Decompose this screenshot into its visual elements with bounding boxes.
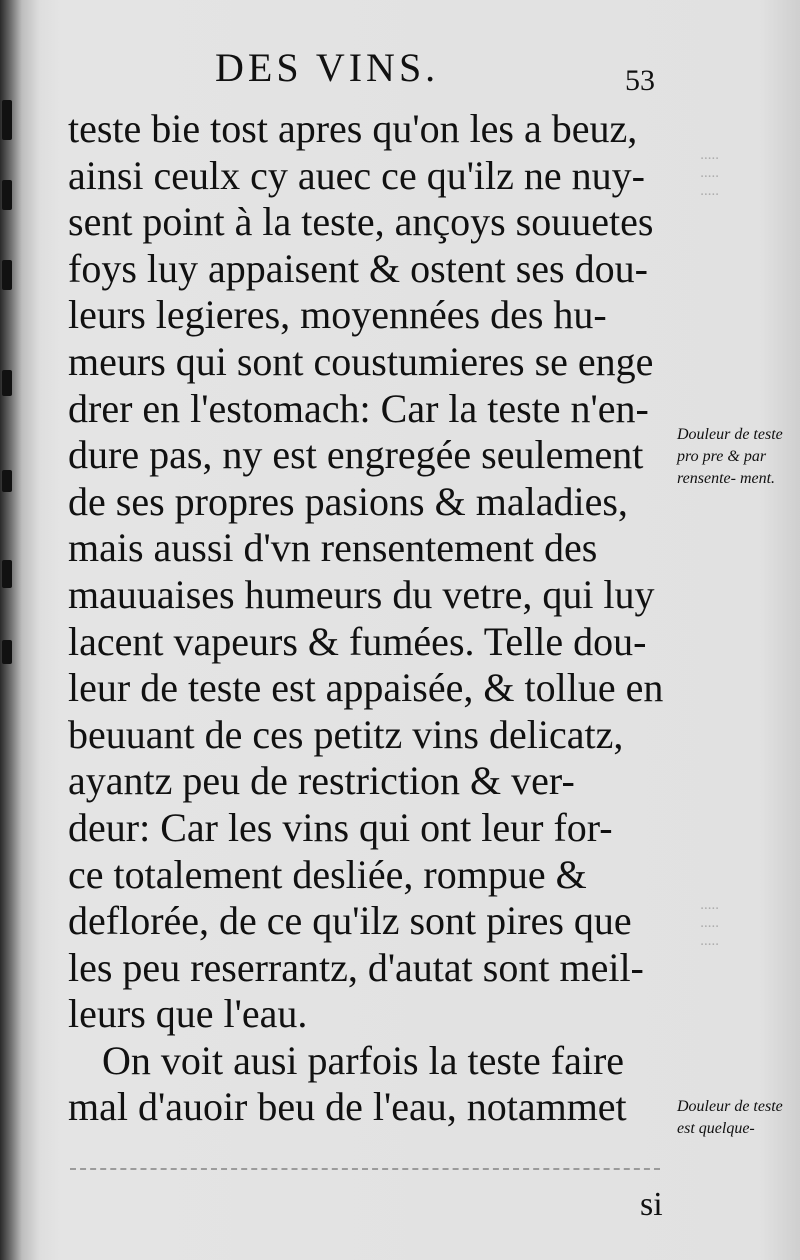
text-line: ce totalement desliée, rompue & (68, 851, 587, 897)
body-text (68, 106, 668, 1131)
text-line: deur: Car les vins qui ont leur for- (68, 804, 613, 850)
header-title: DES VINS. (215, 45, 440, 90)
text-line: mal d'auoir beu de l'eau, notammet (68, 1084, 627, 1130)
margin-note: Douleur de teste pro pre & par rensente- ment. (677, 426, 783, 487)
show-through-text: ····· ····· ····· (700, 151, 719, 203)
text-line: leurs legieres, moyennées des hu- (68, 292, 607, 338)
running-header (215, 44, 665, 97)
text-line: beuuant de ces petitz vins delicatz, (68, 711, 624, 757)
text-line: On voit ausi parfois la teste faire (102, 1037, 625, 1083)
text-line: les peu reserrantz, d'autat sont meil- (68, 944, 644, 990)
text-line: mais aussi d'vn rensentement des (68, 525, 598, 571)
text-line: de ses propres pasions & maladies, (68, 478, 628, 524)
show-through-rule (70, 1168, 660, 1190)
text-line: lacent vapeurs & fumées. Telle dou- (68, 618, 647, 664)
text-line: sent point à la teste, ançoys souuetes (68, 199, 654, 245)
text-line: foys luy appaisent & ostent ses dou- (68, 245, 648, 291)
text-line: meurs qui sont coustumieres se enge (68, 338, 654, 384)
show-through-text: ····· ····· ····· (700, 901, 719, 953)
text-line: leur de teste est appaisée, & tollue en (68, 665, 664, 711)
text-line: mauuaises humeurs du vetre, qui luy (68, 571, 655, 617)
text-line: ayantz peu de restriction & ver- (68, 758, 575, 804)
text-line: deflorée, de ce qu'ilz sont pires que (68, 898, 632, 944)
text-line: ainsi ceulx cy auec ce qu'ilz ne nuy- (68, 152, 645, 198)
page-number: 53 (625, 64, 655, 97)
text-line: teste bie tost apres qu'on les a beuz, (68, 106, 638, 151)
margin-note: Douleur de teste est quelque- (677, 1098, 783, 1137)
text-line: dure pas, ny est engregée seulement (68, 432, 644, 478)
text-line: drer en l'estomach: Car la teste n'en- (68, 385, 649, 431)
catchword: si (640, 1186, 663, 1223)
text-line: leurs que l'eau. (68, 991, 308, 1037)
binding-gutter (0, 0, 22, 1260)
